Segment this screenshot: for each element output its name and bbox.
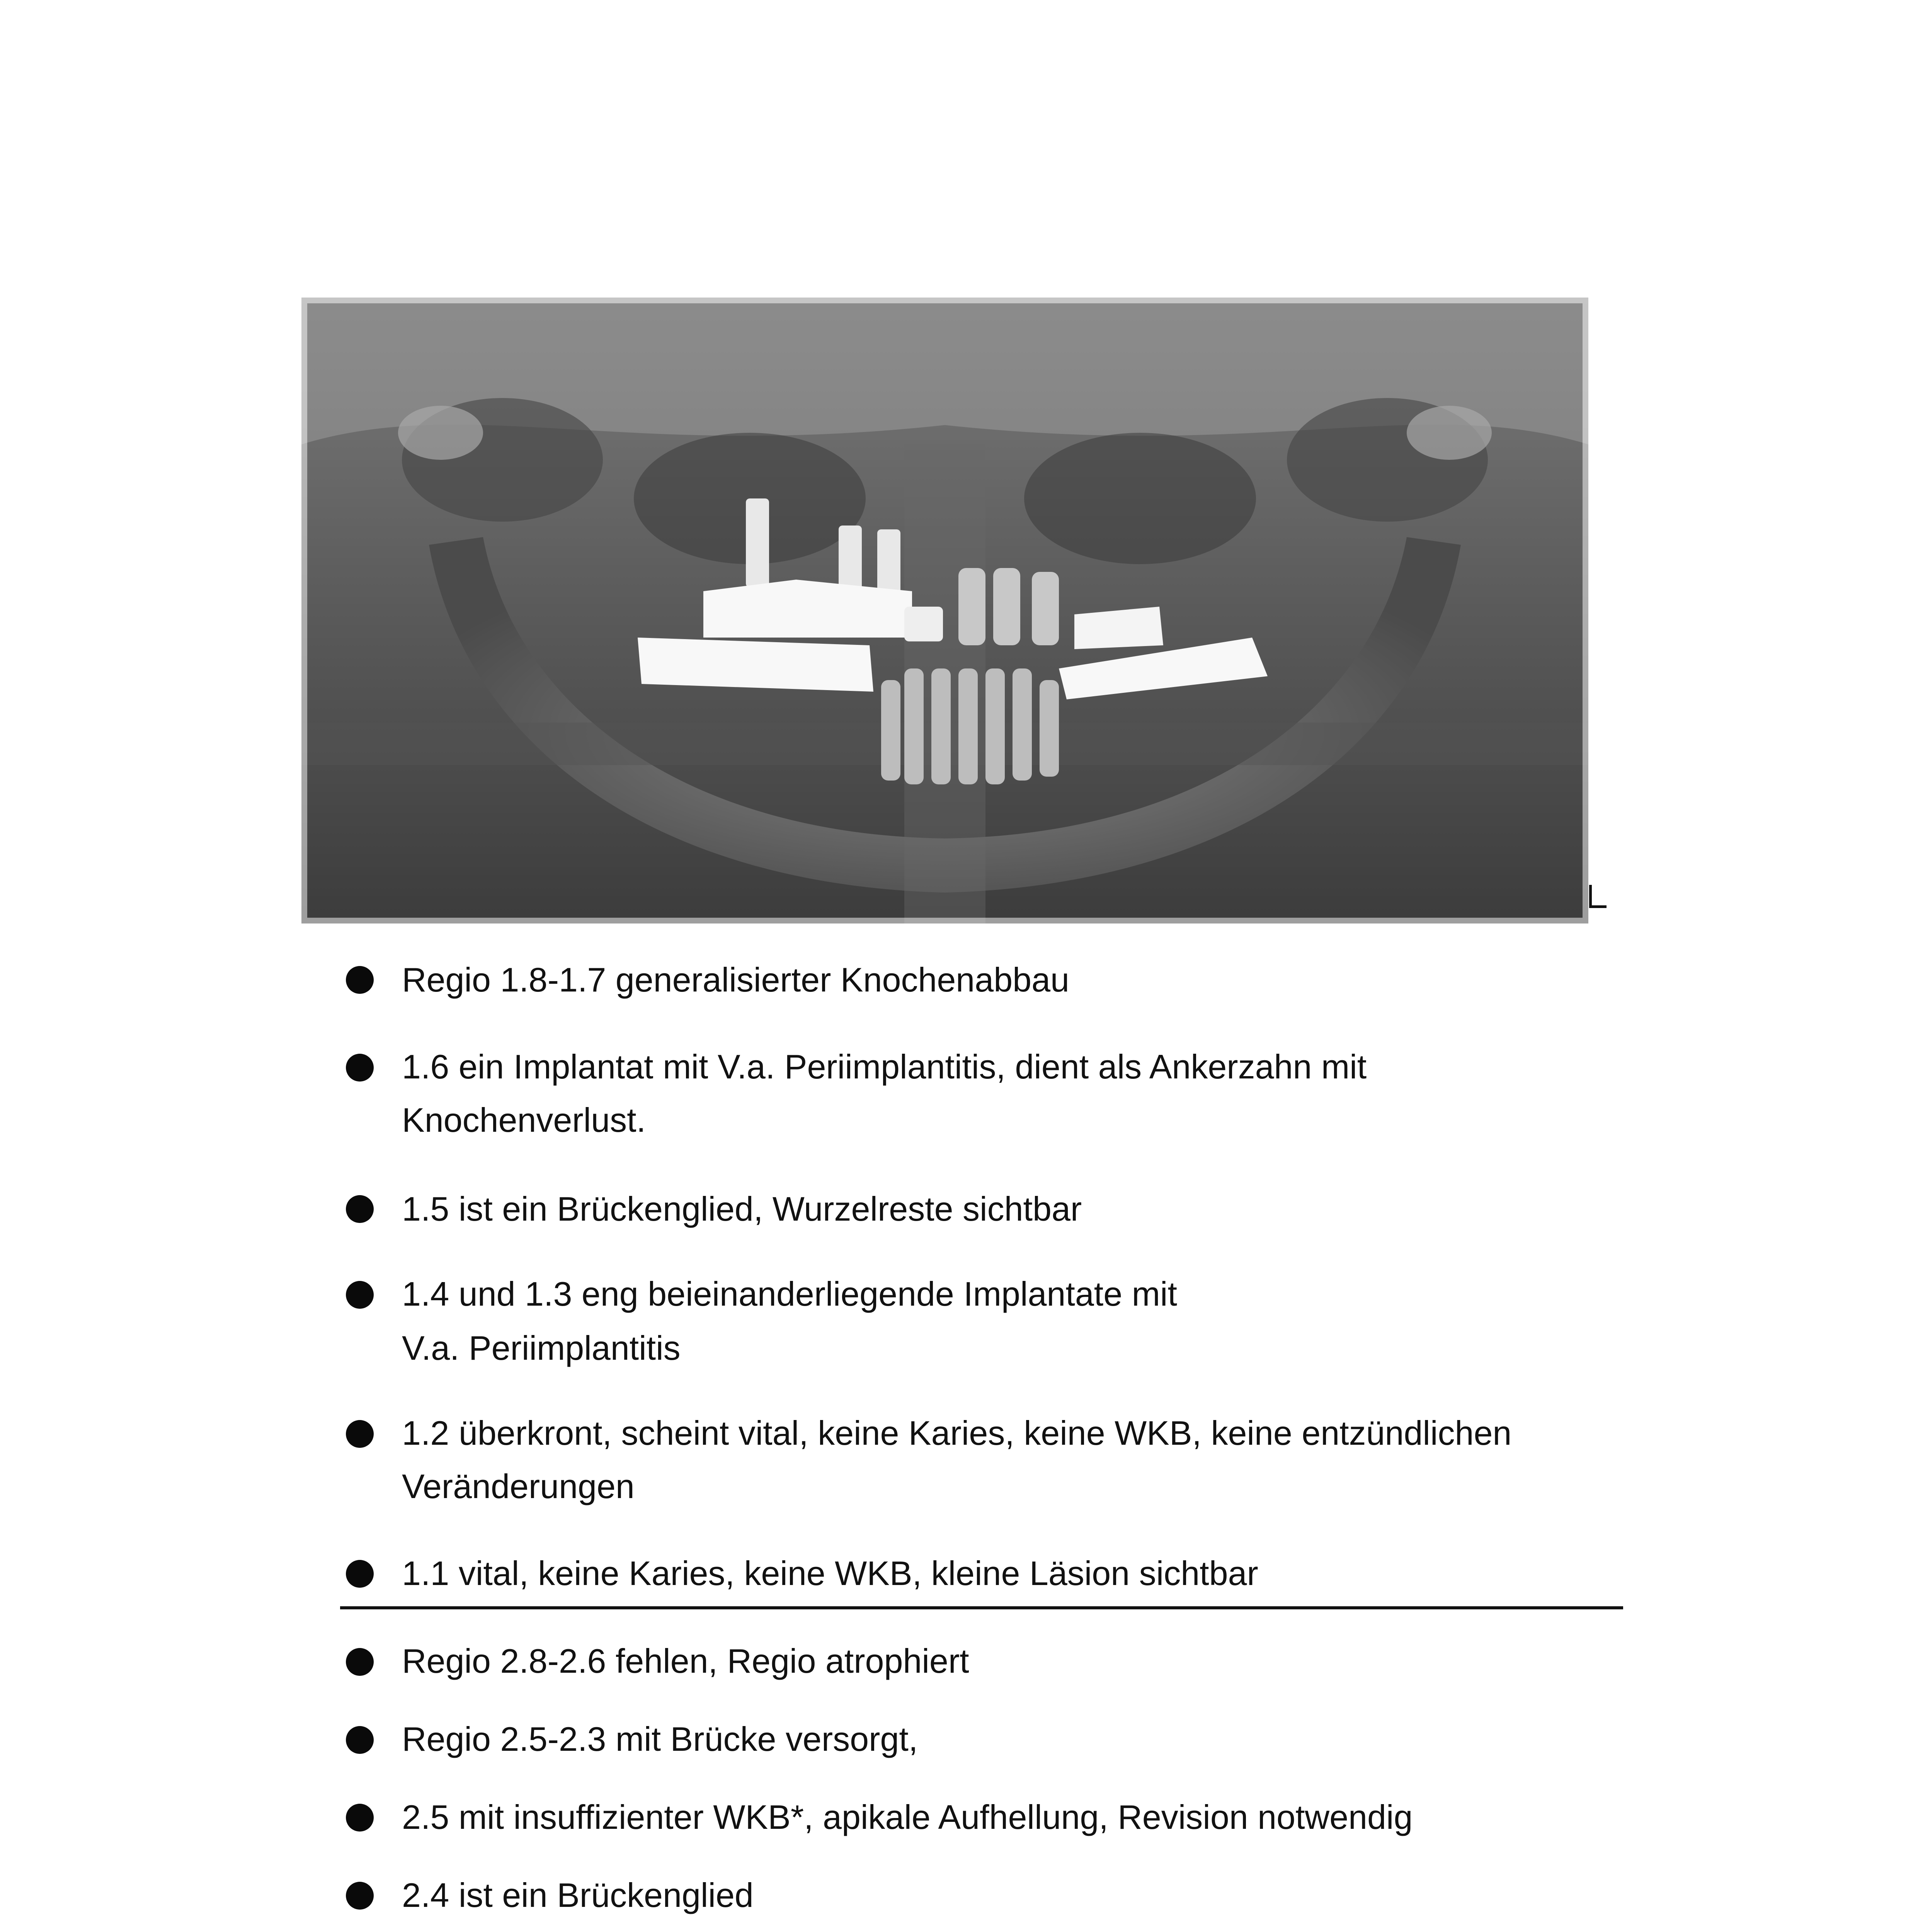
bullet-icon [346,966,374,994]
finding-text: 1.5 ist ein Brückenglied, Wurzelreste sichtbar [402,1190,1082,1228]
finding-text: Regio 2.5-2.3 mit Brücke versorgt, [402,1720,918,1758]
bullet-icon [346,1726,374,1754]
finding-text: Regio 1.8-1.7 generalisierter Knochenabbau [402,961,1069,999]
bullet-icon [346,1882,374,1910]
bullet-icon [346,1804,374,1832]
finding-text: 1.2 überkront, scheint vital, keine Karies, keine WKB, keine entzündlichen [402,1414,1512,1452]
finding-text: 2.5 mit insuffizienter WKB*, apikale Aufhellung, Revision notwendig [402,1798,1413,1836]
finding-text-continued: Knochenverlust. [402,1101,646,1139]
finding-text: 2.4 ist ein Brückenglied [402,1876,754,1914]
finding-text: 1.1 vital, keine Karies, keine WKB, kleine Läsion sichtbar [402,1554,1258,1592]
bullet-icon [346,1560,374,1588]
finding-text-continued: Veränderungen [402,1467,635,1505]
bullet-icon [346,1648,374,1676]
finding-text: 1.4 und 1.3 eng beieinanderliegende Implantate mit [402,1275,1177,1313]
bullet-icon [346,1195,374,1223]
finding-text: Regio 2.8-2.6 fehlen, Regio atrophiert [402,1642,969,1680]
finding-text: 1.6 ein Implantat mit V.a. Periimplantitis, dient als Ankerzahn mit [402,1048,1367,1086]
bullet-icon [346,1281,374,1309]
bullet-icon [346,1420,374,1448]
finding-text-continued: V.a. Periimplantitis [402,1329,681,1367]
section-divider [340,1606,1623,1609]
bullet-icon [346,1054,374,1082]
